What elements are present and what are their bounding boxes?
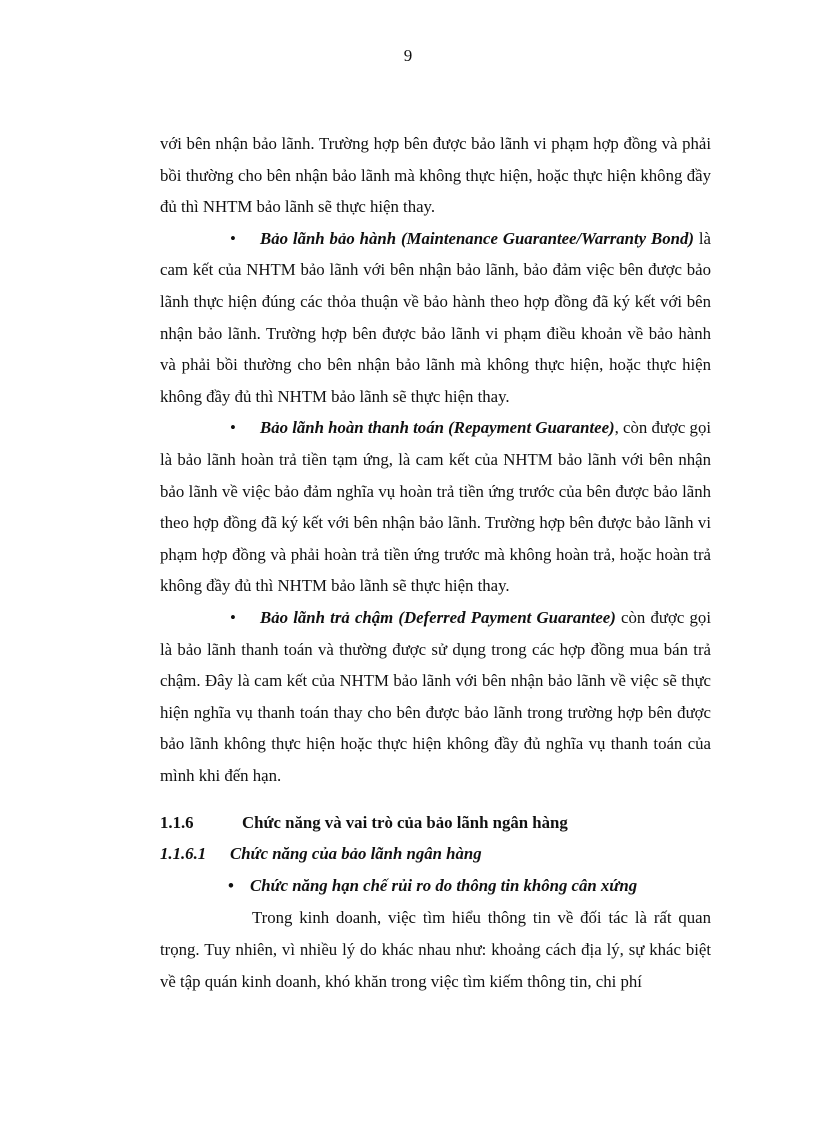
subsection-title: Chức năng của bảo lãnh ngân hàng <box>230 844 482 864</box>
section-heading-1-1-6 <box>160 807 711 838</box>
bullet-deferred-payment-guarantee <box>160 602 711 792</box>
subsection-heading-1-1-6-1 <box>160 838 711 870</box>
term-deferred-payment-guarantee: Bảo lãnh trả chậm (Deferred Payment Guarantee) <box>260 607 616 627</box>
paragraph-continuation: với bên nhận bảo lãnh. Trường hợp bên được bảo lãnh vi phạm hợp đồng và phải bồi thường cho bên nhận bảo lãnh mà không thực hiện, hoặc thực hiện không đầy đủ thì NHTM bảo lãnh sẽ thực hiện thay. <box>160 134 711 217</box>
text-repayment-guarantee: , còn được gọi là bảo lãnh hoàn trả tiền tạm ứng, là cam kết của NHTM bảo lãnh với bên nhận bảo lãnh về việc bảo đảm nghĩa vụ hoàn trả tiền ứng trước của bên được bảo lãnh theo hợp đồng đã ký kết với bên nhận bảo lãnh. Trường hợp bên được bảo lãnh vi phạm hợp đồng và phải hoàn trả tiền ứng trước mà không hoàn trả, hoặc hoàn trả không đầy đủ thì NHTM bảo lãnh sẽ thực hiện thay. <box>160 418 712 596</box>
bullet-icon: • <box>228 876 234 896</box>
paragraph-business-information: Trong kinh doanh, việc tìm hiểu thông tin về đối tác là rất quan trọng. Tuy nhiên, vì nhiều lý do khác nhau như: khoảng cách địa lý, sự khác biệt về tập quán kinh doanh, khó khăn trong việc tìm kiếm thông tin, chi phí <box>160 908 711 991</box>
section-title: Chức năng và vai trò của bảo lãnh ngân hàng <box>242 813 568 833</box>
bullet-icon: • <box>230 228 236 248</box>
page-number: 9 <box>403 46 413 65</box>
bullet-maintenance-guarantee <box>160 223 711 413</box>
page-body <box>160 128 711 997</box>
bullet-asymmetric-information <box>160 870 711 902</box>
term-repayment-guarantee: Bảo lãnh hoàn thanh toán (Repayment Guarantee) <box>260 418 615 438</box>
term-maintenance-guarantee: Bảo lãnh bảo hành (Maintenance Guarantee/Warranty Bond) <box>260 228 694 248</box>
text-maintenance-guarantee: là cam kết của NHTM bảo lãnh với bên nhận bảo lãnh, bảo đảm việc bên được bảo lãnh thực hiện đúng các thỏa thuận về bảo hành theo hợp đồng đã ký kết với bên nhận bảo lãnh. Trường hợp bên được bảo lãnh vi phạm điều khoản về bảo hành và phải bồi thường cho bên nhận bảo lãnh mà không thực hiện, hoặc thực hiện không đầy đủ thì NHTM bảo lãnh sẽ thực hiện thay. <box>160 228 711 406</box>
subsection-number: 1.1.6.1 <box>160 844 207 864</box>
text-deferred-payment-guarantee: còn được gọi là bảo lãnh thanh toán và thường được sử dụng trong các hợp đồng mua bán trả chậm. Đây là cam kết của NHTM bảo lãnh với bên nhận bảo lãnh về việc sẽ thực hiện nghĩa vụ thanh toán thay cho bên được bảo lãnh trong trường hợp bên được bảo lãnh không thực hiện hoặc thực hiện không đầy đủ nghĩa vụ thanh toán của mình khi đến hạn. <box>160 607 711 785</box>
section-number: 1.1.6 <box>160 813 194 833</box>
bullet-icon: • <box>230 607 236 627</box>
bullet-repayment-guarantee <box>160 412 711 602</box>
bullet-icon: • <box>230 418 236 438</box>
bullet-asymmetric-information-title: Chức năng hạn chế rủi ro do thông tin không cân xứng <box>250 876 638 896</box>
